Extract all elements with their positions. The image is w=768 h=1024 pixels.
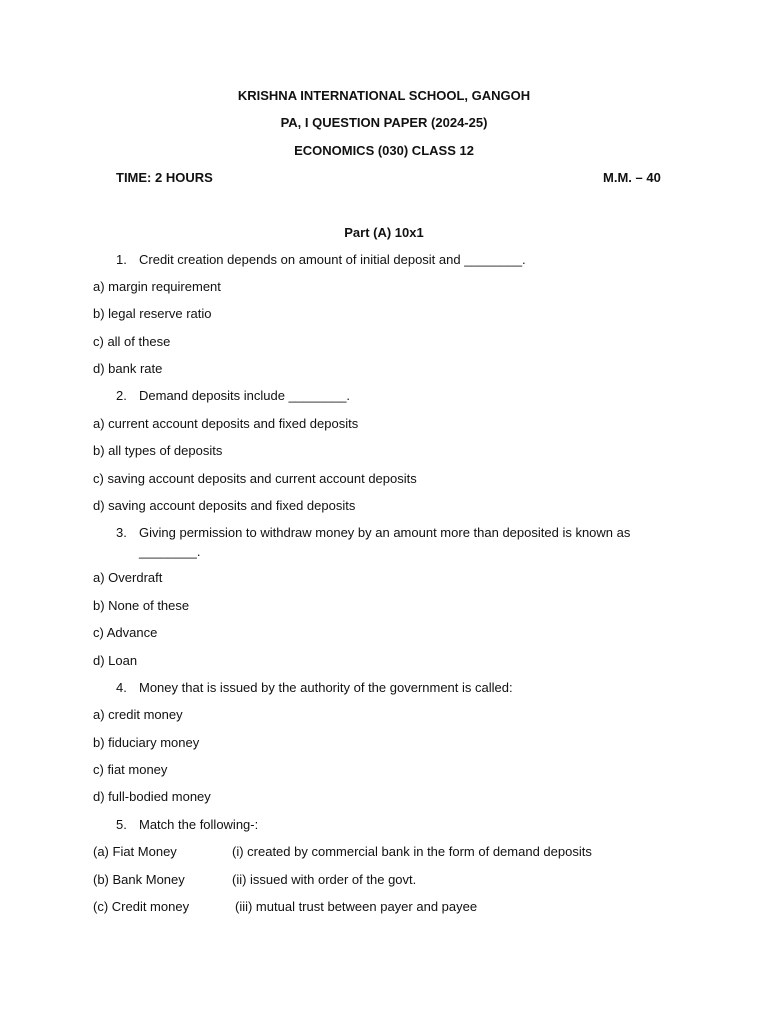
question-3-blank: ________. bbox=[139, 544, 201, 559]
question-number: 1. bbox=[116, 252, 127, 267]
match-left: (b) Bank Money bbox=[93, 872, 185, 887]
question-text: Demand deposits include ________. bbox=[139, 388, 351, 403]
option-2b: b) all types of deposits bbox=[93, 443, 223, 458]
question-text: Credit creation depends on amount of initial deposit and ________. bbox=[139, 252, 526, 267]
option-4b: b) fiduciary money bbox=[93, 735, 200, 750]
match-left: (a) Fiat Money bbox=[93, 844, 177, 859]
option-4c: c) fiat money bbox=[93, 762, 168, 777]
question-number: 4. bbox=[116, 680, 127, 695]
paper-title: PA, I QUESTION PAPER (2024-25) bbox=[280, 115, 488, 130]
option-3c: c) Advance bbox=[93, 625, 158, 640]
option-1a: a) margin requirement bbox=[93, 279, 221, 294]
option-4d: d) full-bodied money bbox=[93, 789, 211, 804]
question-text: Giving permission to withdraw money by an amount more than deposited is known as bbox=[139, 525, 631, 540]
max-marks-label: M.M. – 40 bbox=[603, 170, 661, 185]
option-3a: a) Overdraft bbox=[93, 570, 163, 585]
question-number: 5. bbox=[116, 817, 127, 832]
subject-title: ECONOMICS (030) CLASS 12 bbox=[294, 143, 474, 158]
option-1c: c) all of these bbox=[93, 334, 171, 349]
section-title: Part (A) 10x1 bbox=[344, 225, 424, 240]
match-right: (i) created by commercial bank in the form of demand deposits bbox=[232, 844, 592, 859]
option-2d: d) saving account deposits and fixed deposits bbox=[93, 498, 356, 513]
option-3b: b) None of these bbox=[93, 598, 190, 613]
match-right: (iii) mutual trust between payer and payee bbox=[235, 899, 478, 914]
option-2c: c) saving account deposits and current account deposits bbox=[93, 471, 417, 486]
option-1b: b) legal reserve ratio bbox=[93, 306, 212, 321]
question-number: 2. bbox=[116, 388, 127, 403]
time-label: TIME: 2 HOURS bbox=[116, 170, 213, 185]
option-1d: d) bank rate bbox=[93, 361, 163, 376]
option-4a: a) credit money bbox=[93, 707, 183, 722]
question-number: 3. bbox=[116, 525, 127, 540]
match-right: (ii) issued with order of the govt. bbox=[232, 872, 417, 887]
match-left: (c) Credit money bbox=[93, 899, 190, 914]
question-text: Money that is issued by the authority of the government is called: bbox=[139, 680, 513, 695]
option-2a: a) current account deposits and fixed deposits bbox=[93, 416, 359, 431]
option-3d: d) Loan bbox=[93, 653, 138, 668]
question-text: Match the following-: bbox=[139, 817, 259, 832]
school-name: KRISHNA INTERNATIONAL SCHOOL, GANGOH bbox=[237, 88, 531, 103]
